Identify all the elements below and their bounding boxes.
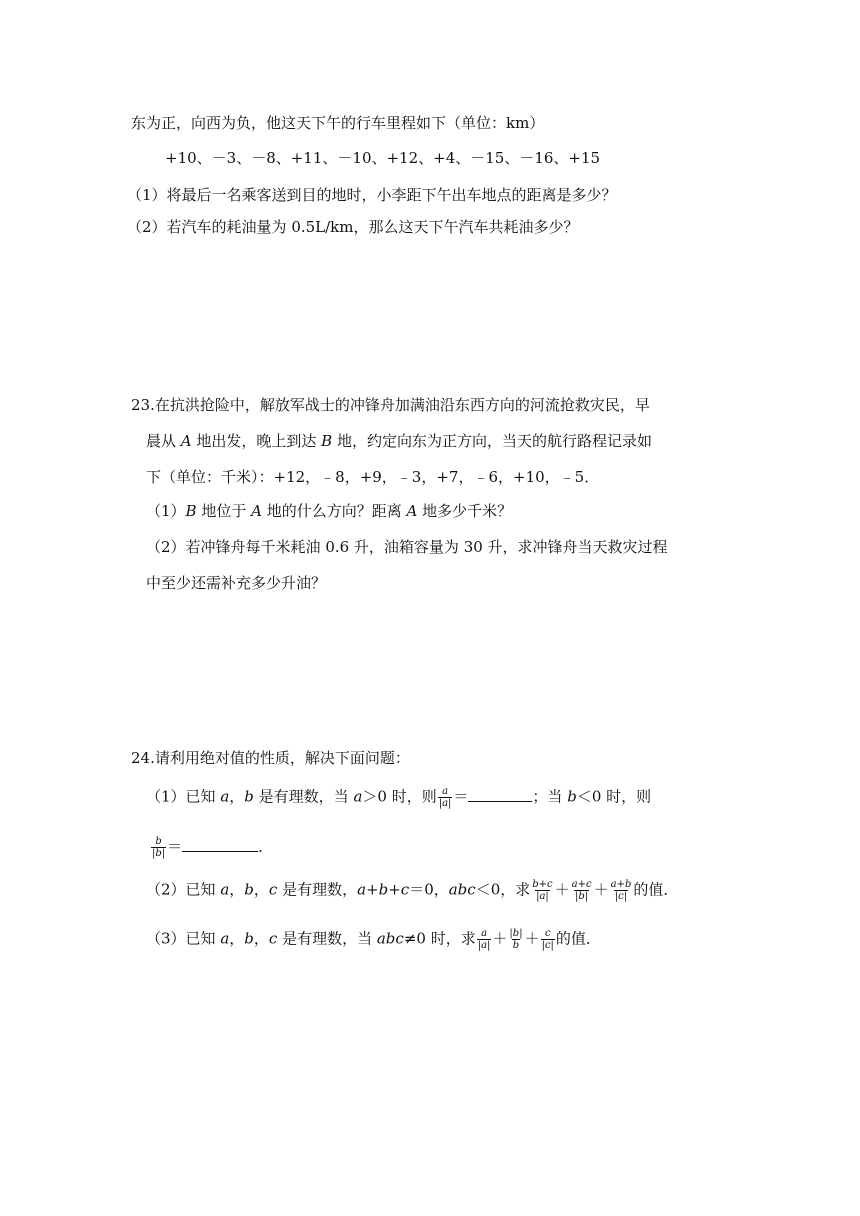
fraction-b-over-abs-b: $\frac{b}{|b|}$	[152, 836, 166, 859]
q24-heading: 24.请利用绝对值的性质，解决下面问题：	[131, 749, 410, 767]
fraction-a-over-abs-a: $\frac{a}{|a|}$	[438, 786, 452, 809]
q23-line2: 晨从 A 地出发，晚上到达 B 地，约定向东为正方向，当天的航行路程记录如	[146, 432, 652, 450]
q24-part3: （3）已知 a，b，c 是有理数，当 abc≠0 时，求 $\frac{a}{|a|}$ ＋ $\frac{|b|}{b}$ ＋ $\frac{c}{|c|}$ 的值．	[146, 928, 601, 951]
q22-part1: （1）将最后一名乘客送到目的地时，小李距下午出车地点的距离是多少？	[127, 186, 617, 204]
answer-blank-1[interactable]	[468, 787, 532, 802]
fraction-c-over-abs-c: $\frac{c}{|c|}$	[541, 928, 554, 951]
q23-part2-line1: （2）若冲锋舟每千米耗油 0.6 升，油箱容量为 30 升，求冲锋舟当天救灾过程	[146, 538, 668, 556]
fraction-ab-over-abs-c: $\frac{a+b}{|c|}$	[610, 879, 632, 902]
q22-intro-line: 东为正，向西为负，他这天下午的行车里程如下（单位：km）	[131, 114, 545, 132]
q22-part2: （2）若汽车的耗油量为 0.5L/km，那么这天下午汽车共耗油多少？	[127, 218, 579, 236]
fraction-bc-over-abs-a: $\frac{b+c}{|a|}$	[532, 879, 553, 902]
fraction-abs-b-over-b: $\frac{|b|}{b}$	[509, 928, 523, 951]
q24-part1-line2: $\frac{b}{|b|}$ ＝ ．	[152, 836, 274, 859]
fraction-a-over-abs-a-2: $\frac{a}{|a|}$	[477, 928, 491, 951]
q24-part1-line1: （1）已知 a，b 是有理数，当 a＞0 时，则 $\frac{a}{|a|}$ ＝ ；当 b＜0 时，则	[146, 786, 652, 809]
q23-part2-line2: 中至少还需补充多少升油？	[146, 574, 327, 592]
q24-part2: （2）已知 a，b，c 是有理数，a+b+c＝0，abc＜0，求 $\frac{b+c}{|a|}$ ＋ $\frac{a+c}{|b|}$ ＋ $\frac{a+b}{|c|}$ 的值．	[146, 879, 679, 902]
answer-blank-2[interactable]	[182, 837, 258, 852]
q23-part1: （1）B 地位于 A 地的什么方向？距离 A 地多少千米？	[146, 502, 513, 520]
q22-mileage-list: +10、－3、－8、+11、－10、+12、+4、－15、－16、+15	[165, 149, 601, 167]
fraction-ac-over-abs-b: $\frac{a+c}{|b|}$	[571, 879, 592, 902]
q23-line3: 下（单位：千米）：+12，﹣8，+9，﹣3，+7，﹣6，+10，﹣5．	[146, 468, 600, 486]
q23-line1: 23.在抗洪抢险中，解放军战士的冲锋舟加满油沿东西方向的河流抢救灾民，早	[131, 396, 650, 414]
